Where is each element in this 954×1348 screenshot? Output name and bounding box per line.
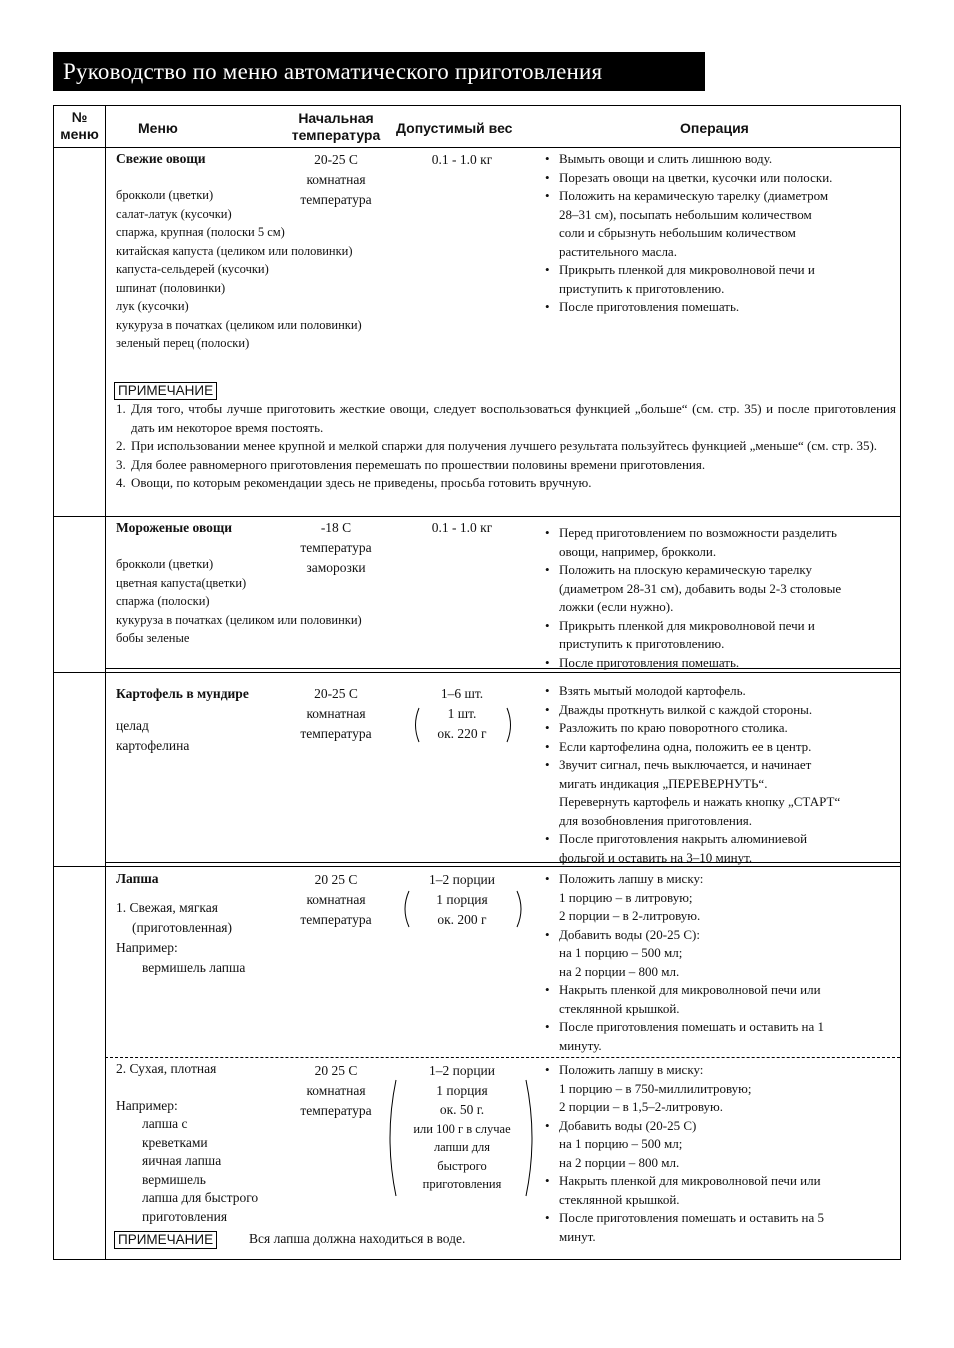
list-item: капуста-сельдерей (кусочки) [116,262,269,276]
dashed-divider [105,1057,900,1058]
list-item: бобы зеленые [116,631,190,645]
noodles-fresh-operations [543,870,895,1055]
operation-step: • Звучит сигнал, печь выключается, и начинает мигать индикация „ПЕРЕВЕРНУТЬ“. Перевернуть картофель и нажать кнопку „СТАРТ“ для возобновления приготовления. [543,756,895,830]
note-label: ПРИМЕЧАНИЕ [114,1231,217,1249]
note-item: 1. Для того, чтобы лучше приготовить жесткие овощи, следует воспользоваться функцией „больше“ (см. стр. 35) и после приготовления дать им некоторое время постоять. [116,401,896,435]
operation-step: • После приготовления помешать и оставить на 5 минут. [543,1209,895,1246]
operation-step: • Положить на керамическую тарелку (диаметром 28–31 см), посыпать небольшим количеством соли и сбрызнуть небольшим количеством растительного масла. [543,187,895,261]
list-item: спаржа, крупная (полоски 5 см) [116,225,285,239]
list-item: картофелина [116,738,190,753]
list-item: лук (кусочки) [116,299,189,313]
list-item: китайская капуста (целиком или половинки) [116,243,353,258]
frozen-operations [543,524,895,672]
header-weight: Допустимый вес [396,120,513,136]
menu-table [53,105,901,1260]
operation-step: • Перед приготовлением по возможности разделить овощи, например, брокколи. [543,524,895,561]
frozen-vegetables-title: Мороженые овощи [116,520,233,535]
operation-step: • Прикрыть пленкой для микроволновой печи и приступить к приготовлению. [543,617,895,654]
operation-step: • Накрыть пленкой для микроволновой печи или стеклянной крышкой. [543,981,895,1018]
bracket-icon [411,706,515,744]
noodles-fresh-weight: 1–2 порции 1 порция ок. 200 г [428,872,496,927]
list-item: цветная капуста(цветки) [116,575,247,590]
operation-step: • После приготовления накрыть алюминиевой фольгой и оставить на 3–10 минут. [543,830,895,867]
header-number: № меню [60,109,99,142]
potato-temperature: 20-25 С комнатная температура [300,686,372,741]
header-divider [54,147,900,148]
operation-step: • Положить лапшу в миску: 1 порцию – в 750-миллилитровую; 2 порции – в 1,5–2-литровую. [543,1061,895,1117]
list-item: кукуруза в початках (целиком или половинки) [116,612,362,627]
noodles-title: Лапша [116,871,159,886]
operation-step: • После приготовления помешать и оставить на 1 минуту. [543,1018,895,1055]
frozen-temperature: -18 С температура заморозки [300,520,372,575]
note-item: 4. Овощи, по которым рекомендации здесь не приведены, просьба готовить вручную. [116,475,592,490]
note-item: 2. При использовании менее крупной и мелкой спаржи для получения лучшего результата пользуйтесь функцией „меньше“ (см. стр. 35). [116,438,878,453]
bracket-icon [401,889,525,929]
operation-step: • Вымыть овощи и слить лишнюю воду. [543,150,895,169]
row-divider [54,672,900,673]
fresh-weight: 0.1 - 1.0 кг [431,152,493,167]
operation-step: • Если картофелина одна, положить ее в центр. [543,738,895,757]
potato-operations [543,682,895,867]
list-item: кукуруза в початках (целиком или половинки) [116,317,362,332]
column-divider [105,106,106,1259]
noodles-fresh-type: 1. Свежая, мягкая (приготовленная) Например: вермишель лапша [116,900,246,975]
operation-step: • Положить на плоскую керамическую тарелку (диаметром 28-31 см), добавить воды 2-3 столовые ложки (если нужно). [543,561,895,617]
page-title: Руководство по меню автоматического приготовления [53,52,705,91]
row-divider [54,516,900,517]
operation-step: • Накрыть пленкой для микроволновой печи или стеклянной крышкой. [543,1172,895,1209]
list-item: целад [116,718,149,733]
noodles-dry-type: 2. Сухая, плотная Например: лапша с креветками яичная лапша вермишель лапша для быстрого приготовления [116,1061,259,1224]
noodles-dry-operations [543,1061,895,1246]
operation-step: • Порезать овощи на цветки, кусочки или полоски. [543,169,895,188]
operation-step: • Добавить воды (20-25 С): на 1 порцию – 500 мл; на 2 порции – 800 мл. [543,926,895,982]
operation-step: • Положить лапшу в миску: 1 порцию – в литровую; 2 порции – в 2-литровую. [543,870,895,926]
potato-weight: 1–6 шт. 1 шт. ок. 220 г [437,686,487,741]
noodles-dry-weight: 1–2 порции 1 порция ок. 50 г. или 100 г в случае лапши для быстрого приготовления [413,1063,511,1191]
operation-step: • Дважды проткнуть вилкой с каждой стороны. [543,701,895,720]
frozen-weight: 0.1 - 1.0 кг [431,520,493,535]
operation-step: • После приготовления помешать. [543,298,895,317]
noodles-fresh-temperature: 20 25 С комнатная температура [300,872,372,927]
noodles-dry-temperature: 20 25 С комнатная температура [300,1063,372,1118]
bracket-icon [384,1078,538,1198]
fresh-operations [543,150,895,317]
fresh-temperature: 20-25 С комнатная температура [300,152,372,207]
list-item: зеленый перец (полоски) [116,336,250,350]
operation-step: • Добавить воды (20-25 С) на 1 порцию – 500 мл; на 2 порции – 800 мл. [543,1117,895,1173]
note-label: ПРИМЕЧАНИЕ [114,382,217,400]
potato-items [116,716,189,756]
operation-step: • Прикрыть пленкой для микроволновой печи и приступить к приготовлению. [543,261,895,298]
list-item: брокколи (цветки) [116,557,214,571]
operation-step: • Взять мытый молодой картофель. [543,682,895,701]
potato-title: Картофель в мундире [116,686,249,701]
fresh-vegetables-list [116,186,362,353]
list-item: брокколи (цветки) [116,188,214,202]
operation-step: • После приготовления помешать. [543,654,895,673]
header-temperature: Начальная температура [291,110,381,143]
list-item: салат-латук (кусочки) [116,206,232,221]
note-item: 3. Для более равномерного приготовления перемешать по прошествии половины времени приготовления. [116,456,706,472]
header-operation: Операция [680,120,749,136]
list-item: спаржа (полоски) [116,594,210,608]
list-item: шпинат (половинки) [116,280,226,295]
fresh-vegetables-title: Свежие овощи [116,151,206,166]
header-menu: Меню [138,120,178,136]
noodles-note: Вся лапша должна находиться в воде. [249,1231,466,1246]
fresh-vegetables-notes [116,400,896,493]
operation-step: • Разложить по краю поворотного столика. [543,719,895,738]
